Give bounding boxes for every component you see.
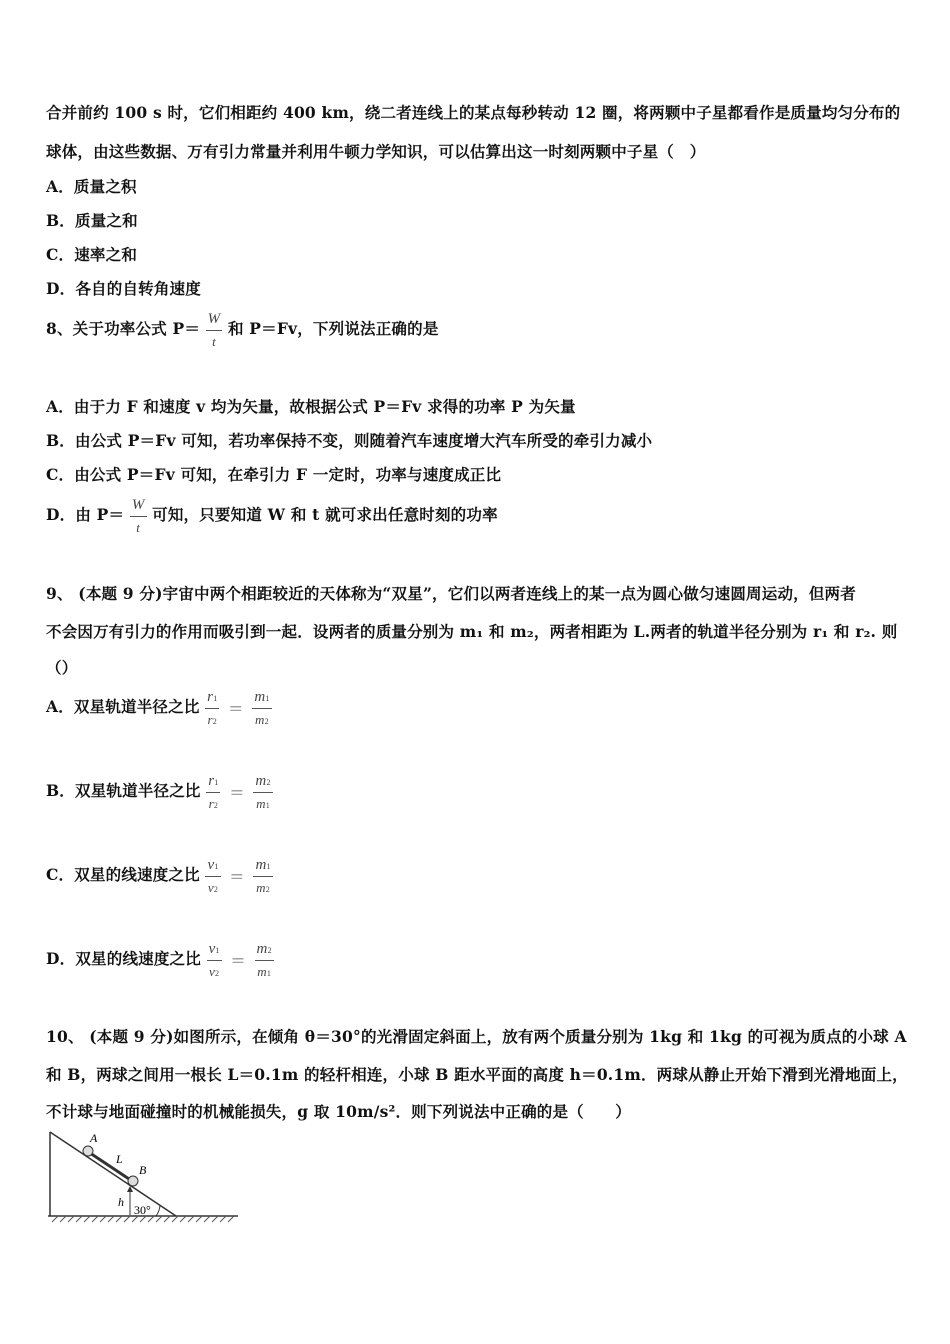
q9-stem-line2: 不会因万有引力的作用而吸引到一起．设两者的质量分别为 m₁ 和 m₂，两者相距为 L.两者的轨道半径分别为 r₁ 和 r₂. 则 [46,622,898,641]
q9-d-v-ratio: $\frac{v1}{v2}$ [208,941,220,979]
q9-a-r-ratio: $\frac{r1}{r2}$ [207,689,218,727]
q7-stem-line1: 合并前约 100 s 时，它们相距约 400 km，绕二者连线上的某点每秒转动 12 圈，将两颗中子星都看作是质量均匀分布的 [46,103,901,122]
q9-a-m-ratio: $\frac{m1}{m2}$ [254,689,270,727]
q7-option-c: C．速率之和 [46,245,138,264]
q9-c-v-ratio: $\frac{v1}{v2}$ [207,857,219,895]
q10-stem-line1: 10、 (本题 9 分)如图所示，在倾角 θ＝30°的光滑固定斜面上，放有两个质量分别为 1kg 和 1kg 的可视为质点的小球 A [46,1027,907,1046]
q9-option-c: C．双星的线速度之比 $\frac{v1}{v2}$ ＝ $\frac{m1}{m2}$ [46,857,271,895]
q9-option-d: D．双星的线速度之比 $\frac{v1}{v2}$ ＝ $\frac{m2}{m1}$ [46,941,272,979]
q9-b-m-ratio: $\frac{m2}{m1}$ [255,773,271,811]
q7-option-b: B．质量之和 [46,211,138,230]
ball-b [128,1176,138,1186]
incline-surface [50,1132,176,1216]
q8-option-d-fraction: $\frac{W}{t}$ [131,497,145,535]
q8-stem-suffix: 和 P＝Fv，下列说法正确的是 [227,319,439,338]
label-angle: 30° [134,1203,151,1217]
q8-option-c: C．由公式 P＝Fv 可知，在牵引力 F 一定时，功率与速度成正比 [46,465,502,484]
q9-c-m-ratio: $\frac{m1}{m2}$ [255,857,271,895]
light-rod [90,1153,132,1181]
q8-option-d [46,498,910,534]
q10-stem-line3: 不计球与地面碰撞时的机械能损失，g 取 10m/s²．则下列说法中正确的是（ ） [46,1102,631,1121]
q8-option-b: B．由公式 P＝Fv 可知，若功率保持不变，则随着汽车速度增大汽车所受的牵引力减小 [46,431,653,450]
q9-stem-line1: 9、 (本题 9 分)宇宙中两个相距较近的天体称为“双星”，它们以两者连线上的某一点为圆心做匀速圆周运动，但两者 [46,584,856,603]
q8-fraction-w-over-t: $\frac{W}{t}$ [207,311,221,349]
label-b: B [139,1163,147,1177]
ball-a [83,1146,93,1156]
q9-stem-line3: （） [46,658,78,677]
q8-stem-prefix: 8、关于功率公式 P＝ [46,319,201,338]
label-l: L [116,1152,123,1166]
q8-option-d-prefix: D．由 P＝ [46,505,125,524]
q8-option-a: A．由于力 F 和速度 v 均为矢量，故根据公式 P＝Fv 求得的功率 P 为矢量 [46,397,576,416]
q9-b-r-ratio: $\frac{r1}{r2}$ [208,773,219,811]
q7-option-d: D．各自的自转角速度 [46,279,201,298]
q7-option-a: A．质量之积 [46,177,137,196]
q8-option-d-suffix: 可知，只要知道 W 和 t 就可求出任意时刻的功率 [152,505,498,524]
q9-option-a: A．双星轨道半径之比 $\frac{r1}{r2}$ ＝ $\frac{m1}{m2}$ [46,689,270,727]
q7-stem-line2: 球体，由这些数据、万有引力常量并利用牛顿力学知识，可以估算出这一时刻两颗中子星（ ） [46,142,706,161]
label-a: A [90,1131,98,1145]
q10-incline-figure [44,1128,244,1228]
q9-d-m-ratio: $\frac{m2}{m1}$ [256,941,272,979]
label-h: h [118,1195,124,1209]
q9-option-b: B．双星轨道半径之比 $\frac{r1}{r2}$ ＝ $\frac{m2}{m1}$ [46,773,271,811]
q8-stem [46,312,910,348]
q10-stem-line2: 和 B，两球之间用一根长 L＝0.1m 的轻杆相连，小球 B 距水平面的高度 h＝0.1m．两球从静止开始下滑到光滑地面上， [46,1065,908,1084]
